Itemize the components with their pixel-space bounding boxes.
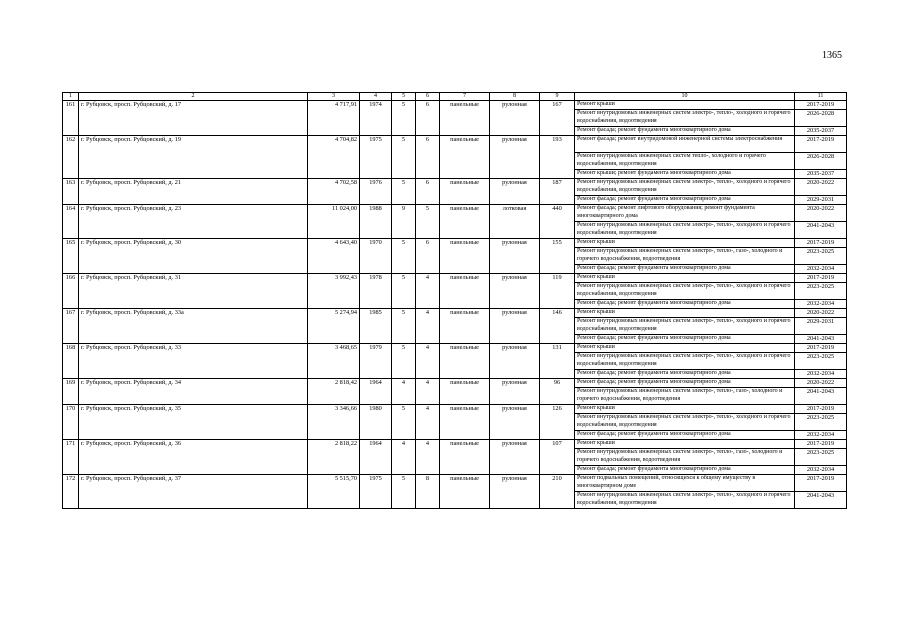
work-description-cell: Ремонт крыши bbox=[575, 239, 795, 248]
column-number: 7 bbox=[440, 93, 490, 101]
year-built-cell: 1964 bbox=[360, 440, 392, 475]
work-description-cell: Ремонт фасада; ремонт фундамента многоквартирного дома bbox=[575, 466, 795, 475]
table-row bbox=[63, 101, 847, 110]
work-description-cell: Ремонт фасада; ремонт фундамента многоквартирного дома bbox=[575, 300, 795, 309]
work-period-cell: 2023-2025 bbox=[795, 353, 847, 370]
work-description-cell: Ремонт фасада; ремонт фундамента многоквартирного дома bbox=[575, 335, 795, 344]
column-number: 4 bbox=[360, 93, 392, 101]
work-description-cell: Ремонт внутридомовых инженерных систем электро-, тепло-, холодного и горячего водоснабжения, водоотведения bbox=[575, 179, 795, 196]
year-built-cell: 1978 bbox=[360, 274, 392, 309]
roof-type-cell: рулонная bbox=[490, 405, 540, 440]
table-row bbox=[63, 205, 847, 222]
residents-cell: 146 bbox=[540, 309, 575, 344]
work-description-cell: Ремонт крыши bbox=[575, 440, 795, 449]
work-period-cell: 2032-2034 bbox=[795, 300, 847, 309]
address-cell: г. Рубцовск, просп. Рубцовский, д. 36 bbox=[79, 440, 308, 475]
work-description-cell: Ремонт внутридомовых инженерных систем электро-, тепло-, холодного и горячего водоснабжения, водоотведения bbox=[575, 110, 795, 127]
area-cell: 2 818,42 bbox=[308, 379, 360, 405]
work-period-cell: 2041-2043 bbox=[795, 388, 847, 405]
work-description-cell: Ремонт внутридомовых инженерных систем электро-, тепло-, газо-, холодного и горячего водоснабжения, водоотведения bbox=[575, 449, 795, 466]
work-period-cell: 2017-2019 bbox=[795, 475, 847, 492]
area-cell: 2 818,22 bbox=[308, 440, 360, 475]
column-number: 9 bbox=[540, 93, 575, 101]
row-number: 163 bbox=[63, 179, 79, 205]
roof-type-cell: лотковая bbox=[490, 205, 540, 239]
floors-cell: 5 bbox=[392, 179, 416, 205]
address-cell: г. Рубцовск, просп. Рубцовский, д. 21 bbox=[79, 179, 308, 205]
column-number: 6 bbox=[416, 93, 440, 101]
row-number: 169 bbox=[63, 379, 79, 405]
column-number: 8 bbox=[490, 93, 540, 101]
work-period-cell: 2041-2043 bbox=[795, 222, 847, 239]
work-period-cell: 2017-2019 bbox=[795, 136, 847, 153]
residents-cell: 107 bbox=[540, 440, 575, 475]
residents-cell: 167 bbox=[540, 101, 575, 136]
year-built-cell: 1975 bbox=[360, 136, 392, 179]
entrances-cell: 5 bbox=[416, 205, 440, 239]
entrances-cell: 4 bbox=[416, 379, 440, 405]
column-number: 1 bbox=[63, 93, 79, 101]
work-description-cell: Ремонт внутридомовых инженерных систем электро-, тепло-, холодного и горячего водоснабжения, водоотведения bbox=[575, 353, 795, 370]
residents-cell: 131 bbox=[540, 344, 575, 379]
year-built-cell: 1976 bbox=[360, 179, 392, 205]
address-cell: г. Рубцовск, просп. Рубцовский, д. 31 bbox=[79, 274, 308, 309]
header-row bbox=[63, 93, 847, 101]
wall-material-cell: панельные bbox=[440, 239, 490, 274]
work-description-cell: Ремонт крыши bbox=[575, 344, 795, 353]
column-number: 11 bbox=[795, 93, 847, 101]
area-cell: 11 024,00 bbox=[308, 205, 360, 239]
row-number: 161 bbox=[63, 101, 79, 136]
work-period-cell: 2032-2034 bbox=[795, 431, 847, 440]
address-cell: г. Рубцовск, просп. Рубцовский, д. 17 bbox=[79, 101, 308, 136]
area-cell: 4 717,91 bbox=[308, 101, 360, 136]
work-period-cell: 2029-2031 bbox=[795, 196, 847, 205]
roof-type-cell: рулонная bbox=[490, 239, 540, 274]
wall-material-cell: панельные bbox=[440, 309, 490, 344]
work-description-cell: Ремонт фасада; ремонт лифтового оборудования; ремонт фундамента многоквартирного дома bbox=[575, 205, 795, 222]
year-built-cell: 1988 bbox=[360, 205, 392, 239]
work-period-cell: 2020-2022 bbox=[795, 205, 847, 222]
residents-cell: 187 bbox=[540, 179, 575, 205]
floors-cell: 5 bbox=[392, 344, 416, 379]
entrances-cell: 6 bbox=[416, 179, 440, 205]
work-description-cell: Ремонт подвальных помещений, относящихся к общему имуществу в многоквартирном доме bbox=[575, 475, 795, 492]
work-period-cell: 2023-2025 bbox=[795, 449, 847, 466]
work-description-cell: Ремонт внутридомовых инженерных систем электро-, тепло-, холодного и горячего водоснабжения, водоотведения bbox=[575, 222, 795, 239]
work-period-cell: 2032-2034 bbox=[795, 370, 847, 379]
wall-material-cell: панельные bbox=[440, 179, 490, 205]
year-built-cell: 1979 bbox=[360, 344, 392, 379]
work-period-cell: 2017-2019 bbox=[795, 440, 847, 449]
residents-cell: 126 bbox=[540, 405, 575, 440]
work-description-cell: Ремонт крыши bbox=[575, 405, 795, 414]
year-built-cell: 1974 bbox=[360, 101, 392, 136]
floors-cell: 4 bbox=[392, 440, 416, 475]
work-description-cell: Ремонт внутридомовых инженерных систем тепло-, холодного и горячего водоснабжения, водоотведения bbox=[575, 153, 795, 170]
work-period-cell: 2020-2022 bbox=[795, 179, 847, 196]
floors-cell: 9 bbox=[392, 205, 416, 239]
year-built-cell: 1970 bbox=[360, 239, 392, 274]
table-row bbox=[63, 239, 847, 248]
table-row bbox=[63, 440, 847, 449]
residents-cell: 119 bbox=[540, 274, 575, 309]
work-period-cell: 2017-2019 bbox=[795, 239, 847, 248]
work-description-cell: Ремонт фасада; ремонт фундамента многоквартирного дома bbox=[575, 431, 795, 440]
work-period-cell: 2020-2022 bbox=[795, 309, 847, 318]
work-period-cell: 2017-2019 bbox=[795, 101, 847, 110]
work-period-cell: 2035-2037 bbox=[795, 127, 847, 136]
work-description-cell: Ремонт внутридомовых инженерных систем электро-, тепло-, холодного и горячего водоснабжения, водоотведения bbox=[575, 492, 795, 509]
floors-cell: 4 bbox=[392, 379, 416, 405]
work-period-cell: 2017-2019 bbox=[795, 344, 847, 353]
work-description-cell: Ремонт фасада; ремонт фундамента многоквартирного дома bbox=[575, 127, 795, 136]
work-period-cell: 2023-2025 bbox=[795, 414, 847, 431]
row-number: 170 bbox=[63, 405, 79, 440]
work-description-cell: Ремонт крыши; ремонт фундамента многоквартирного дома bbox=[575, 170, 795, 179]
area-cell: 4 704,82 bbox=[308, 136, 360, 179]
work-description-cell: Ремонт внутридомовых инженерных систем электро-, тепло-, холодного и горячего водоснабжения, водоотведения bbox=[575, 318, 795, 335]
work-period-cell: 2017-2019 bbox=[795, 405, 847, 414]
row-number: 168 bbox=[63, 344, 79, 379]
floors-cell: 5 bbox=[392, 239, 416, 274]
area-cell: 5 274,94 bbox=[308, 309, 360, 344]
roof-type-cell: рулонная bbox=[490, 274, 540, 309]
wall-material-cell: панельные bbox=[440, 440, 490, 475]
row-number: 165 bbox=[63, 239, 79, 274]
column-number: 3 bbox=[308, 93, 360, 101]
entrances-cell: 8 bbox=[416, 475, 440, 509]
address-cell: г. Рубцовск, просп. Рубцовский, д. 35 bbox=[79, 405, 308, 440]
entrances-cell: 4 bbox=[416, 405, 440, 440]
year-built-cell: 1975 bbox=[360, 475, 392, 509]
entrances-cell: 6 bbox=[416, 239, 440, 274]
roof-type-cell: рулонная bbox=[490, 475, 540, 509]
year-built-cell: 1964 bbox=[360, 379, 392, 405]
entrances-cell: 6 bbox=[416, 101, 440, 136]
column-number: 10 bbox=[575, 93, 795, 101]
wall-material-cell: панельные bbox=[440, 475, 490, 509]
table-row bbox=[63, 274, 847, 283]
row-number: 172 bbox=[63, 475, 79, 509]
residents-cell: 210 bbox=[540, 475, 575, 509]
address-cell: г. Рубцовск, просп. Рубцовский, д. 33а bbox=[79, 309, 308, 344]
row-number: 171 bbox=[63, 440, 79, 475]
work-period-cell: 2035-2037 bbox=[795, 170, 847, 179]
wall-material-cell: панельные bbox=[440, 405, 490, 440]
roof-type-cell: рулонная bbox=[490, 379, 540, 405]
row-number: 166 bbox=[63, 274, 79, 309]
table-row bbox=[63, 475, 847, 492]
work-description-cell: Ремонт крыши bbox=[575, 274, 795, 283]
work-period-cell: 2029-2031 bbox=[795, 318, 847, 335]
roof-type-cell: рулонная bbox=[490, 344, 540, 379]
address-cell: г. Рубцовск, просп. Рубцовский, д. 23 bbox=[79, 205, 308, 239]
entrances-cell: 4 bbox=[416, 344, 440, 379]
work-period-cell: 2041-2043 bbox=[795, 335, 847, 344]
table-row bbox=[63, 179, 847, 196]
row-number: 164 bbox=[63, 205, 79, 239]
entrances-cell: 6 bbox=[416, 136, 440, 179]
entrances-cell: 4 bbox=[416, 309, 440, 344]
table-row bbox=[63, 309, 847, 318]
floors-cell: 5 bbox=[392, 309, 416, 344]
column-number: 5 bbox=[392, 93, 416, 101]
table-row bbox=[63, 379, 847, 388]
floors-cell: 5 bbox=[392, 274, 416, 309]
column-number: 2 bbox=[79, 93, 308, 101]
work-period-cell: 2017-2019 bbox=[795, 274, 847, 283]
wall-material-cell: панельные bbox=[440, 101, 490, 136]
work-description-cell: Ремонт фасада; ремонт фундамента многоквартирного дома bbox=[575, 370, 795, 379]
work-description-cell: Ремонт фасада; ремонт фундамента многоквартирного дома bbox=[575, 196, 795, 205]
entrances-cell: 4 bbox=[416, 274, 440, 309]
residents-cell: 440 bbox=[540, 205, 575, 239]
work-period-cell: 2023-2025 bbox=[795, 283, 847, 300]
work-description-cell: Ремонт внутридомовых инженерных систем электро-, тепло-, газо-, холодного и горячего водоснабжения, водоотведения bbox=[575, 388, 795, 405]
residents-cell: 155 bbox=[540, 239, 575, 274]
area-cell: 3 346,66 bbox=[308, 405, 360, 440]
address-cell: г. Рубцовск, просп. Рубцовский, д. 34 bbox=[79, 379, 308, 405]
row-number: 162 bbox=[63, 136, 79, 179]
work-period-cell: 2032-2034 bbox=[795, 265, 847, 274]
wall-material-cell: панельные bbox=[440, 379, 490, 405]
area-cell: 3 992,43 bbox=[308, 274, 360, 309]
work-description-cell: Ремонт внутридомовых инженерных систем электро-, тепло-, холодного и горячего водоснабжения, водоотведения bbox=[575, 414, 795, 431]
page-number: 1365 bbox=[822, 50, 842, 61]
floors-cell: 5 bbox=[392, 475, 416, 509]
entrances-cell: 4 bbox=[416, 440, 440, 475]
row-number: 167 bbox=[63, 309, 79, 344]
roof-type-cell: рулонная bbox=[490, 440, 540, 475]
work-period-cell: 2020-2022 bbox=[795, 379, 847, 388]
address-cell: г. Рубцовск, просп. Рубцовский, д. 30 bbox=[79, 239, 308, 274]
residents-cell: 193 bbox=[540, 136, 575, 179]
floors-cell: 5 bbox=[392, 405, 416, 440]
area-cell: 5 515,70 bbox=[308, 475, 360, 509]
repair-schedule-table bbox=[62, 92, 847, 509]
work-description-cell: Ремонт крыши bbox=[575, 101, 795, 110]
residents-cell: 96 bbox=[540, 379, 575, 405]
address-cell: г. Рубцовск, просп. Рубцовский, д. 19 bbox=[79, 136, 308, 179]
work-description-cell: Ремонт фасада; ремонт фундамента многоквартирного дома bbox=[575, 265, 795, 274]
floors-cell: 5 bbox=[392, 101, 416, 136]
work-description-cell: Ремонт фасада; ремонт фундамента многоквартирного дома bbox=[575, 379, 795, 388]
roof-type-cell: рулонная bbox=[490, 309, 540, 344]
floors-cell: 5 bbox=[392, 136, 416, 179]
area-cell: 4 643,40 bbox=[308, 239, 360, 274]
wall-material-cell: панельные bbox=[440, 344, 490, 379]
area-cell: 4 702,58 bbox=[308, 179, 360, 205]
year-built-cell: 1980 bbox=[360, 405, 392, 440]
work-period-cell: 2023-2025 bbox=[795, 248, 847, 265]
address-cell: г. Рубцовск, просп. Рубцовский, д. 33 bbox=[79, 344, 308, 379]
work-description-cell: Ремонт внутридомовых инженерных систем электро-, тепло-, холодного и горячего водоснабжения, водоотведения bbox=[575, 283, 795, 300]
work-period-cell: 2026-2028 bbox=[795, 153, 847, 170]
roof-type-cell: рулонная bbox=[490, 179, 540, 205]
table-row bbox=[63, 344, 847, 353]
year-built-cell: 1985 bbox=[360, 309, 392, 344]
area-cell: 3 468,65 bbox=[308, 344, 360, 379]
table-row bbox=[63, 405, 847, 414]
roof-type-cell: рулонная bbox=[490, 136, 540, 179]
wall-material-cell: панельные bbox=[440, 136, 490, 179]
address-cell: г. Рубцовск, просп. Рубцовский, д. 37 bbox=[79, 475, 308, 509]
wall-material-cell: панельные bbox=[440, 205, 490, 239]
table-row bbox=[63, 136, 847, 153]
wall-material-cell: панельные bbox=[440, 274, 490, 309]
work-period-cell: 2032-2034 bbox=[795, 466, 847, 475]
roof-type-cell: рулонная bbox=[490, 101, 540, 136]
work-description-cell: Ремонт фасада; ремонт внутридомовой инженерной системы электроснабжения bbox=[575, 136, 795, 153]
work-period-cell: 2026-2028 bbox=[795, 110, 847, 127]
work-description-cell: Ремонт крыши bbox=[575, 309, 795, 318]
work-description-cell: Ремонт внутридомовых инженерных систем электро-, тепло-, газо-, холодного и горячего водоснабжения, водоотведения bbox=[575, 248, 795, 265]
work-period-cell: 2041-2043 bbox=[795, 492, 847, 509]
